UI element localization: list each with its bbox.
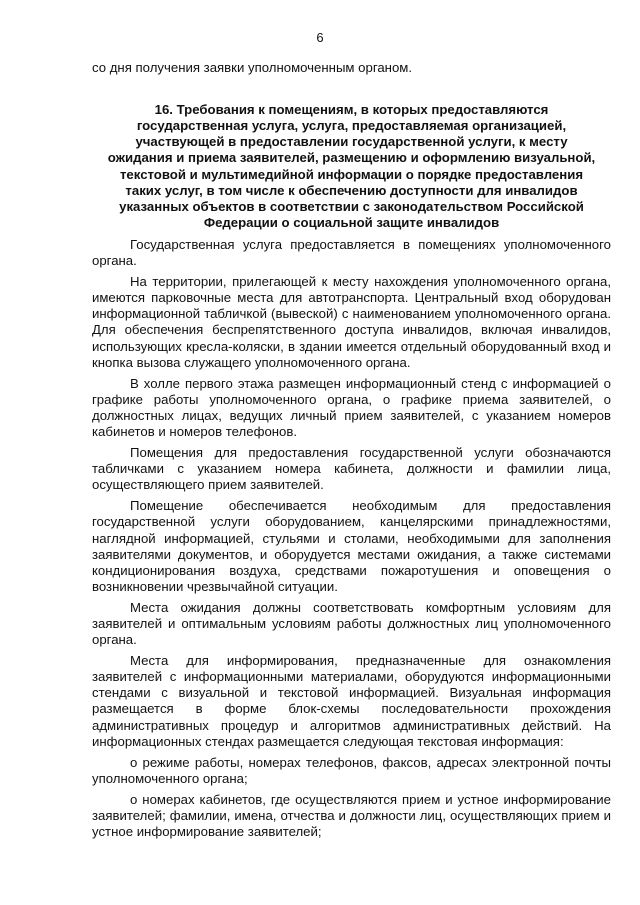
paragraph-territory-parking: На территории, прилегающей к месту нахождения уполномоченного органа, имеются парковочные места для автотранспорта. Центральный вход оборудован информационной табличкой (вывеской) с наименованием уполномоченного органа. Для обеспечения беспрепятственного доступа инвалидов, включая инвалидов, использующих кресла-коляски, в здании имеется отдельный оборудованный вход и кнопка вызова служащего уполномоченного органа. [92,274,611,370]
paragraph-room-signs: Помещения для предоставления государственной услуги обозначаются табличками с указанием номера кабинета, должности и фамилии лица, осуществляющего прием заявителей. [92,445,611,493]
paragraph-equipment: Помещение обеспечивается необходимым для предоставления государственной услуги оборудованием, канцелярскими принадлежностями, наглядной информацией, стульями и столами, необходимыми для заполнения заявителями документов, и оборудуется местами ожидания, а также системами кондиционирования воздуха, средствами пожаротушения и оповещения о возникновении чрезвычайной ситуации. [92,498,611,594]
paragraph-working-hours: о режиме работы, номерах телефонов, факсов, адресах электронной почты уполномоченного органа; [92,754,611,786]
section-heading: 16. Требования к помещениям, в которых предоставляются государственная услуга, услуга, предоставляемая организацией, участвующей в предоставлении государственной услуги, к месту ожидания и приема заявителей, размещению и оформлению визуальной, текстовой и мультимедийной информации о порядке предоставления таких услуг, в том числе к обеспечению доступности для инвалидов указанных объектов в соответствии с законодательством Российской Федерации о социальной защите инвалидов [107,102,596,230]
page-content [92,60,611,845]
page-number: 6 [316,30,324,45]
paragraph-waiting-areas: Места ожидания должны соответствовать комфортным условиям для заявителей и оптимальным условиям работы должностных лиц уполномоченного органа. [92,599,611,648]
paragraph-information-areas: Места для информирования, предназначенные для ознакомления заявителей с информационными материалами, оборудуются информационными стендами с визуальной и текстовой информацией. Визуальная информация размещается в форме блок-схемы последовательности прохождения административных процедур и алгоритмов административных действий. На информационных стендах размещается следующая текстовая информация: [92,653,611,749]
paragraph-service-premises: Государственная услуга предоставляется в помещениях уполномоченного органа. [92,236,611,269]
paragraph-office-numbers: о номерах кабинетов, где осуществляются прием и устное информирование заявителей; фамилии, имена, отчества и должности лиц, осуществляющих прием и устное информирование заявителей; [92,791,611,840]
lead-line: со дня получения заявки уполномоченным органом. [92,60,413,75]
paragraph-lobby-stand: В холле первого этажа размещен информационный стенд с информацией о графике работы уполномоченного органа, о графике приема заявителей, о должностных лицах, ведущих личный прием заявителей, с указанием номеров кабинетов и номеров телефонов. [92,375,611,439]
